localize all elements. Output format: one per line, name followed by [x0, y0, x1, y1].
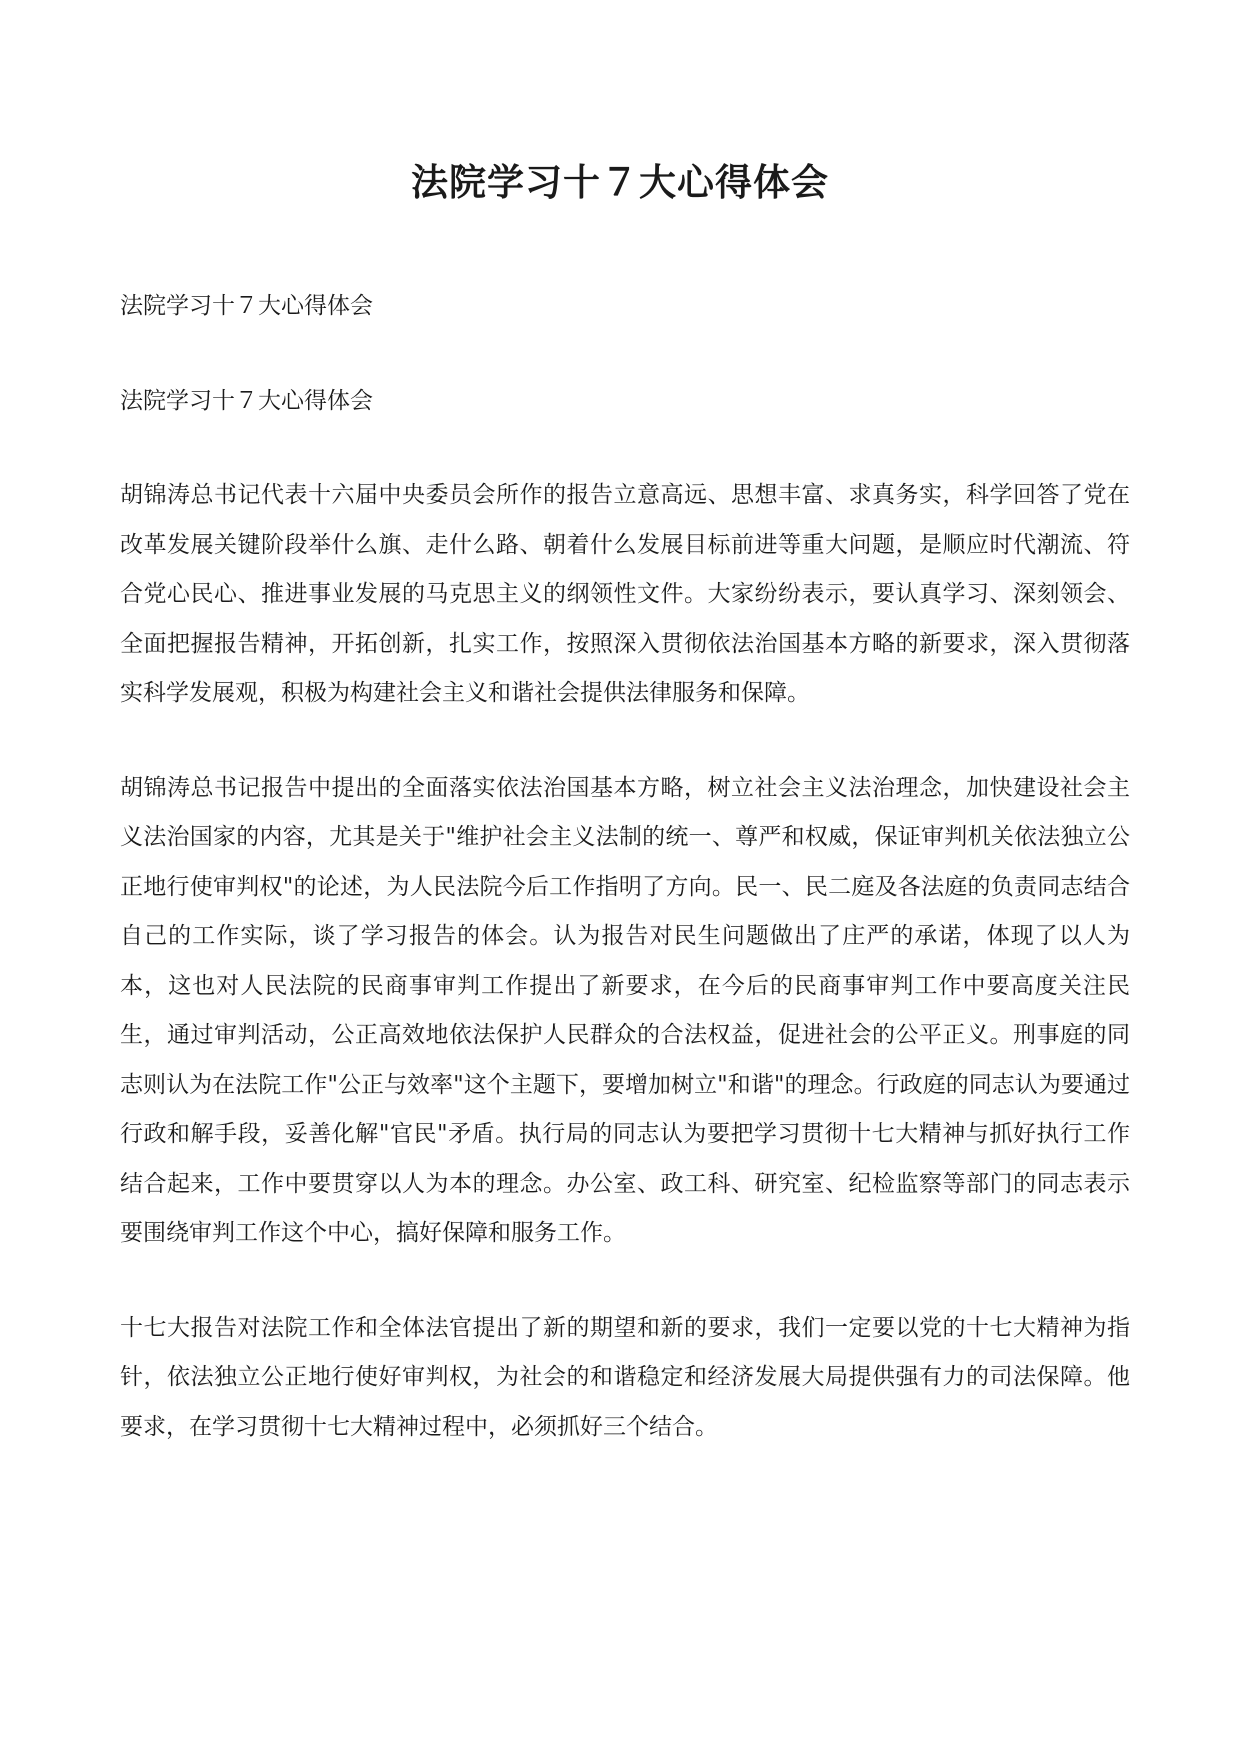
body-paragraph: 十七大报告对法院工作和全体法官提出了新的期望和新的要求，我们一定要以党的十七大精神为指针，依法独立公正地行使好审判权，为社会的和谐稳定和经济发展大局提供强有力的司法保障。他要求，在学习贯彻十七大精神过程中，必须抓好三个结合。 — [120, 1314, 1130, 1440]
document-body — [120, 282, 1130, 1452]
document-title: 法院学习十７大心得体会 — [411, 160, 829, 204]
subtitle-paragraph-repeat: 法院学习十７大心得体会 — [120, 387, 373, 414]
body-paragraph: 胡锦涛总书记代表十六届中央委员会所作的报告立意高远、思想丰富、求真务实，科学回答了党在改革发展关键阶段举什么旗、走什么路、朝着什么发展目标前进等重大问题，是顺应时代潮流、符合党心民心、推进事业发展的马克思主义的纲领性文件。大家纷纷表示，要认真学习、深刻领会、全面把握报告精神，开拓创新，扎实工作，按照深入贯彻依法治国基本方略的新要求，深入贯彻落实科学发展观，积极为构建社会主义和谐社会提供法律服务和保障。 — [120, 482, 1130, 706]
body-paragraph: 胡锦涛总书记报告中提出的全面落实依法治国基本方略，树立社会主义法治理念，加快建设社会主义法治国家的内容，尤其是关于"维护社会主义法制的统一、尊严和权威，保证审判机关依法独立公正地行使审判权"的论述，为人民法院今后工作指明了方向。民一、民二庭及各法庭的负责同志结合自己的工作实际，谈了学习报告的体会。认为报告对民生问题做出了庄严的承诺，体现了以人为本，这也对人民法院的民商事审判工作提出了新要求，在今后的民商事审判工作中要高度关注民生，通过审判活动，公正高效地依法保护人民群众的合法权益，促进社会的公平正义。刑事庭的同志则认为在法院工作"公正与效率"这个主题下，要增加树立"和谐"的理念。行政庭的同志认为要通过行政和解手段，妥善化解"官民"矛盾。执行局的同志认为要把学习贯彻十七大精神与抓好执行工作结合起来，工作中要贯穿以人为本的理念。办公室、政工科、研究室、纪检监察等部门的同志表示要围绕审判工作这个中心，搞好保障和服务工作。 — [120, 774, 1130, 1246]
subtitle-paragraph: 法院学习十７大心得体会 — [120, 293, 373, 319]
